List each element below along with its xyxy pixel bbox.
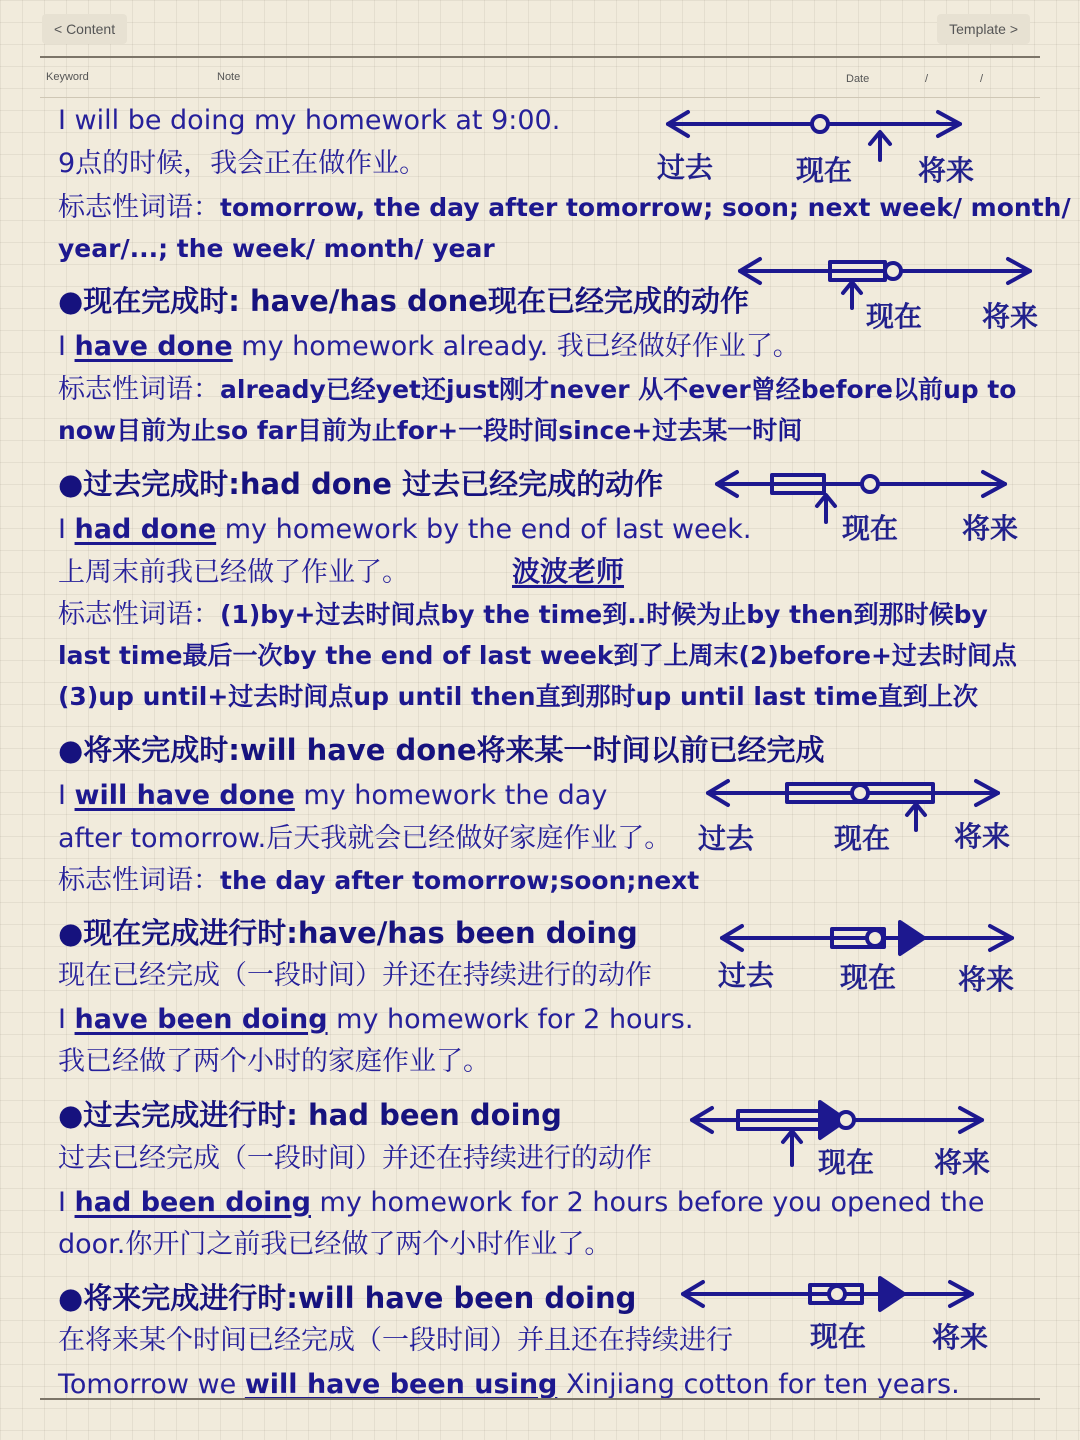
keyword-label: Keyword [46, 71, 89, 83]
example-suffix: my homework already. 我已经做好作业了。 [232, 331, 800, 362]
example-prefix: I [58, 1187, 75, 1218]
example-prefix: I [58, 331, 75, 362]
tense-verb-underlined: have done [74, 331, 233, 362]
tense-verb-underlined: will have done [74, 780, 295, 811]
label-past: 过去 [657, 151, 714, 184]
future-continuous-keywords-cont: year/...; the week/ month/ year [58, 234, 495, 263]
timeline-future-perfect-continuous [683, 1278, 972, 1310]
tense-verb-underlined: had done [74, 514, 217, 545]
example-suffix: my homework the day [294, 780, 608, 811]
date-separator: / [925, 73, 929, 85]
future-perfect-continuous-heading: ●将来完成进行时:will have been doing [58, 1281, 637, 1315]
future-continuous-example-en: I will be doing my homework at 9:00. [58, 105, 561, 136]
label-future: 将来 [954, 820, 1011, 853]
keywords-label: 标志性词语： [58, 192, 220, 223]
past-perfect-keywords-cont: last time最后一次by the end of last week到了上周末(2)before+过去时间点 [58, 641, 1017, 670]
keywords-label: 标志性词语： [58, 599, 220, 630]
example-prefix: I [58, 1004, 75, 1035]
past-perfect-keywords-cont: (3)up until+过去时间点up until then直到那时up until last time直到上次 [58, 682, 978, 711]
date-label: Date [846, 73, 870, 85]
example-suffix: my homework by the end of last week. [216, 514, 752, 545]
tense-verb-underlined: had been doing [74, 1187, 311, 1218]
label-now: 现在 [834, 822, 891, 855]
label-now: 现在 [796, 154, 853, 187]
future-continuous-example-zh: 9点的时候，我会正在做作业。 [58, 148, 427, 179]
present-perfect-continuous-heading: ●现在完成进行时:have/has been doing [58, 916, 638, 950]
example-prefix: I [58, 780, 75, 811]
label-now: 现在 [810, 1320, 867, 1353]
keywords-text: already已经yet还just刚才never 从不ever曾经before以前up to [220, 375, 1017, 404]
label-future: 将来 [982, 300, 1039, 333]
note-label: Note [217, 71, 241, 83]
past-perfect-continuous-example-cont: door.你开门之前我已经做了两个小时作业了。 [58, 1229, 612, 1260]
past-perfect-heading: ●过去完成时:had done 过去已经完成的动作 [58, 467, 664, 501]
future-perfect-continuous-meaning: 在将来某个时间已经完成（一段时间）并且还在持续进行 [58, 1325, 733, 1356]
example-prefix: I [58, 514, 75, 545]
label-now: 现在 [818, 1146, 875, 1179]
label-now: 现在 [840, 961, 897, 994]
present-perfect-continuous-meaning: 现在已经完成（一段时间）并还在持续进行的动作 [58, 960, 652, 991]
example-suffix: Xinjiang cotton for ten years. [557, 1369, 960, 1400]
label-future: 将来 [962, 512, 1019, 545]
template-button[interactable]: Template > [937, 14, 1030, 44]
keywords-text: (1)by+过去时间点by the time到..时候为止by then到那时候by [220, 600, 988, 629]
timeline-present-perfect-continuous [722, 922, 1012, 954]
tense-verb-underlined: have been doing [74, 1004, 328, 1035]
label-future: 将来 [958, 963, 1015, 996]
label-now: 现在 [842, 512, 899, 545]
example-suffix: my homework for 2 hours. [327, 1004, 694, 1035]
label-future: 将来 [934, 1146, 991, 1179]
content-back-button[interactable]: < Content [42, 14, 127, 44]
keywords-label: 标志性词语： [58, 374, 220, 405]
label-future: 将来 [932, 1321, 989, 1354]
teacher-signature: 波波老师 [512, 555, 625, 588]
future-perfect-example-cont: after tomorrow.后天我就会已经做好家庭作业了。 [58, 823, 672, 854]
present-perfect-continuous-example-zh: 我已经做了两个小时的家庭作业了。 [58, 1046, 490, 1077]
past-perfect-continuous-meaning: 过去已经完成（一段时间）并还在持续进行的动作 [58, 1143, 652, 1174]
keywords-label: 标志性词语： [58, 865, 220, 896]
label-past: 过去 [698, 822, 755, 855]
keywords-text: the day after tomorrow;soon;next [220, 866, 700, 895]
present-perfect-keywords-cont: now目前为止so far目前为止for+一段时间since+过去某一时间 [58, 416, 803, 445]
keywords-text: tomorrow, the day after tomorrow; soon; next week/ month/ [220, 193, 1071, 222]
tense-verb-underlined: will have been using [244, 1369, 558, 1400]
example-suffix: my homework for 2 hours before you opened the [310, 1187, 985, 1218]
date-separator: / [980, 73, 984, 85]
past-perfect-continuous-heading: ●过去完成进行时: had been doing [58, 1098, 562, 1132]
example-prefix: Tomorrow we [58, 1369, 245, 1400]
label-past: 过去 [718, 959, 775, 992]
label-future: 将来 [918, 154, 975, 187]
past-perfect-example-zh: 上周末前我已经做了作业了。 [58, 557, 409, 588]
label-now: 现在 [866, 300, 923, 333]
present-perfect-heading: ●现在完成时: have/has done现在已经完成的动作 [58, 284, 749, 318]
future-perfect-heading: ●将来完成时:will have done将来某一时间以前已经完成 [58, 733, 825, 767]
